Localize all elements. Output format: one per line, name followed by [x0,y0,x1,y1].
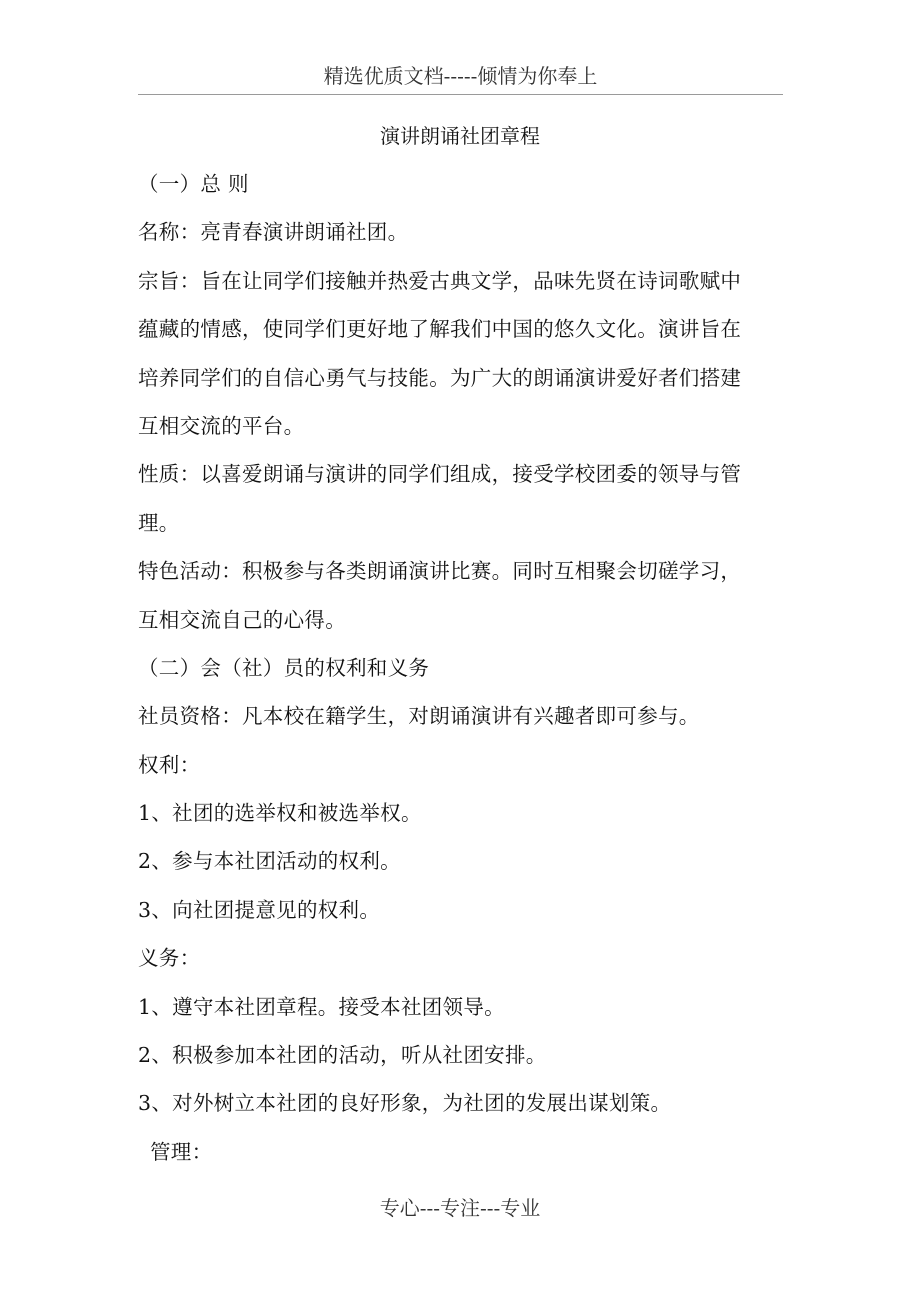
document-body [138,168,778,1184]
paragraph-line: 互相交流的平台。 [138,413,305,438]
paragraph-line: 理。 [138,510,180,535]
section-heading-general: （一）总 则 [138,172,249,196]
list-item: 2、参与本社团活动的权利。 [138,849,401,874]
subheading-management: 管理： [150,1139,213,1164]
paragraph-line: 培养同学们的自信心勇气与技能。为广大的朗诵演讲爱好者们搭建 [138,365,742,390]
paragraph-line: 名称：亮青春演讲朗诵社团。 [138,220,409,245]
list-item: 1、社团的选举权和被选举权。 [138,801,422,826]
header-text: 精选优质文档-----倾情为你奉上 [323,64,598,88]
section-heading-rights-duties: （二）会（社）员的权利和义务 [138,655,430,680]
subheading-duties: 义务： [138,946,201,971]
subheading-rights: 权利： [138,752,201,777]
list-item: 1、遵守本社团章程。接受本社团领导。 [138,994,505,1019]
page-footer [0,1192,920,1224]
document-title: 演讲朗诵社团章程 [380,124,540,148]
paragraph-line: 宗旨：旨在让同学们接触并热爱古典文学，品味先贤在诗词歌赋中 [138,268,742,293]
footer-text: 专心---专注---专业 [379,1196,541,1220]
list-item: 3、向社团提意见的权利。 [138,897,381,922]
paragraph-line: 性质：以喜爱朗诵与演讲的同学们组成，接受学校团委的领导与管 [138,462,742,487]
list-item: 3、对外树立本社团的良好形象，为社团的发展出谋划策。 [138,1091,672,1116]
list-item: 2、积极参加本社团的活动，听从社团安排。 [138,1043,547,1068]
page-header [138,62,783,95]
paragraph-line: 社员资格：凡本校在籍学生，对朗诵演讲有兴趣者即可参与。 [138,704,700,729]
paragraph-line: 互相交流自己的心得。 [138,607,346,632]
paragraph-line: 蕴藏的情感，使同学们更好地了解我们中国的悠久文化。演讲旨在 [138,317,742,342]
paragraph-line: 特色活动：积极参与各类朗诵演讲比赛。同时互相聚会切磋学习， [138,559,742,584]
